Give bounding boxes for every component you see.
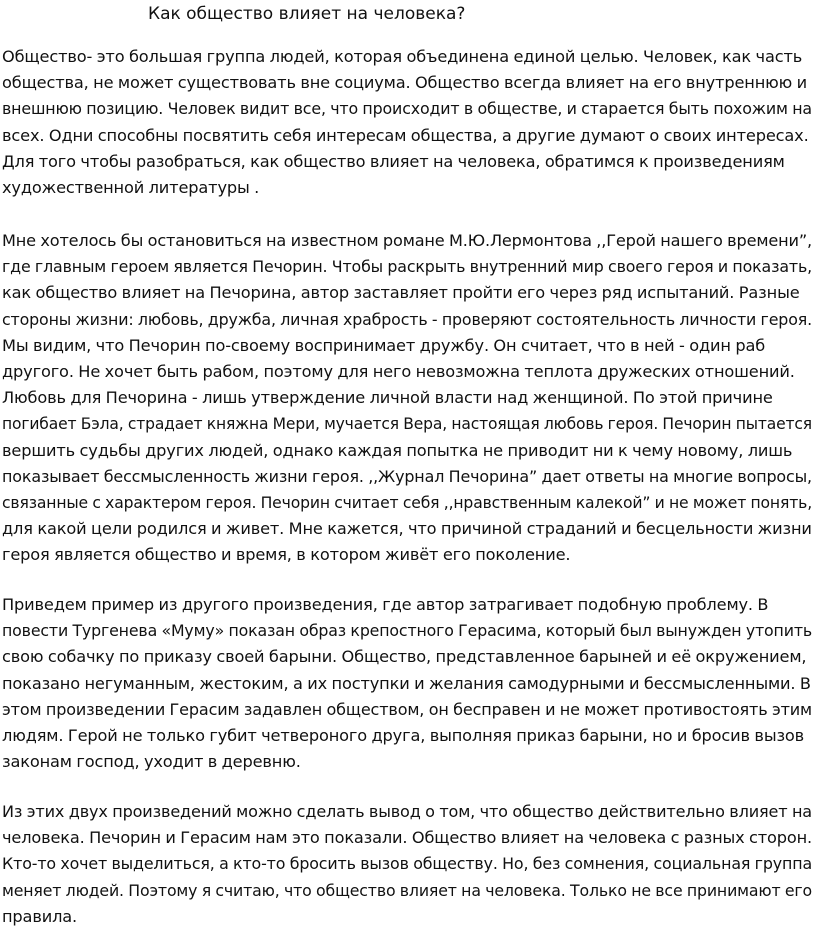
text-line: всех. Одни способны посвятить себя интересам общества, а другие думают о своих интересах. xyxy=(2,125,809,145)
text-line: правила. xyxy=(2,906,78,926)
text-line: для какой цели родился и живет. Мне кажется, что причиной страданий и бесцельности жизни xyxy=(2,519,812,539)
text-line: внешнюю позицию. Человек видит все, что происходит в обществе, и старается быть похожим на xyxy=(2,99,812,119)
text-line: связанные с характером героя. Печорин считает себя ,,нравственным калекой” и не может понять, xyxy=(2,493,813,513)
text-line: Кто-то хочет выделиться, а кто-то бросить вызов обществу. Но, без сомнения, социальная группа xyxy=(2,854,813,874)
text-line: героя является общество и время, в котором живёт его поколение. xyxy=(2,545,571,565)
text-line: общества, не может существовать вне социума. Общество всегда влияет на его внутреннюю и xyxy=(2,73,807,93)
text-line: стороны жизни: любовь, дружба, личная храбрость - проверяют состоятельность личности героя. xyxy=(2,309,812,329)
text-line: законам господ, уходит в деревню. xyxy=(2,752,301,772)
paragraph-turgenev xyxy=(2,592,816,775)
text-line: художественной литературы . xyxy=(2,178,260,198)
paragraph-lermontov xyxy=(2,228,816,569)
paragraph-intro xyxy=(2,44,816,201)
text-line: людям. Герой не только губит четвероного друга, выполняя приказ барыни, но и бросив вызов xyxy=(2,726,805,746)
text-line: Любовь для Печорина - лишь утверждение личной власти над женщиной. По этой причине xyxy=(2,388,773,408)
text-line: как общество влияет на Печорина, автор заставляет пройти его через ряд испытаний. Разные xyxy=(2,283,800,303)
text-line: погибает Бэла, страдает княжна Мери, мучается Вера, настоящая любовь героя. Печорин пытается xyxy=(2,414,812,434)
text-line: этом произведении Герасим задавлен обществом, он бесправен и не может противостоять этим xyxy=(2,699,813,719)
text-line: вершить судьбы других людей, однако каждая попытка не приводит ни к чему новому, лишь xyxy=(2,440,793,460)
text-line: Общество- это большая группа людей, которая объединена единой целью. Человек, как часть xyxy=(2,47,803,66)
document-title: Как общество влияет на человека? xyxy=(148,4,466,24)
text-line: показывает бессмысленность жизни героя. ,,Журнал Печорина” дает ответы на многие вопросы, xyxy=(2,466,812,486)
text-line: Приведем пример из другого произведения, где автор затрагивает подобную проблему. В xyxy=(2,595,769,614)
text-line: где главным героем является Печорин. Чтобы раскрыть внутренний мир своего героя и показать, xyxy=(2,257,813,277)
text-line: Из этих двух произведений можно сделать вывод о том, что общество действительно влияет на xyxy=(2,802,813,821)
paragraph-conclusion xyxy=(2,799,816,930)
text-line: меняет людей. Поэтому я считаю, что общество влияет на человека. Только не все принимают его xyxy=(2,880,813,900)
text-line: человека. Печорин и Герасим нам это показали. Общество влияет на человека с разных сторон. xyxy=(2,828,813,848)
text-line: Мы видим, что Печорин по-своему воспринимает дружбу. Он считает, что в ней - один раб xyxy=(2,335,766,355)
text-line: свою собачку по приказу своей барыни. Общество, представленное барыней и её окружением, xyxy=(2,647,807,667)
text-line: Для того чтобы разобраться, как общество влияет на человека, обратимся к произведениям xyxy=(2,151,785,171)
text-line: Мне хотелось бы остановиться на известном романе М.Ю.Лермонтова ,,Герой нашего времени”, xyxy=(2,231,812,250)
text-line: показано негуманным, жестоким, а их поступки и желания самодурными и бессмысленными. В xyxy=(2,673,811,693)
text-line: повести Тургенева «Муму» показан образ крепостного Герасима, который был вынужден утопить xyxy=(2,621,813,641)
text-line: другого. Не хочет быть рабом, поэтому для него невозможна теплота дружеских отношений. xyxy=(2,362,795,382)
